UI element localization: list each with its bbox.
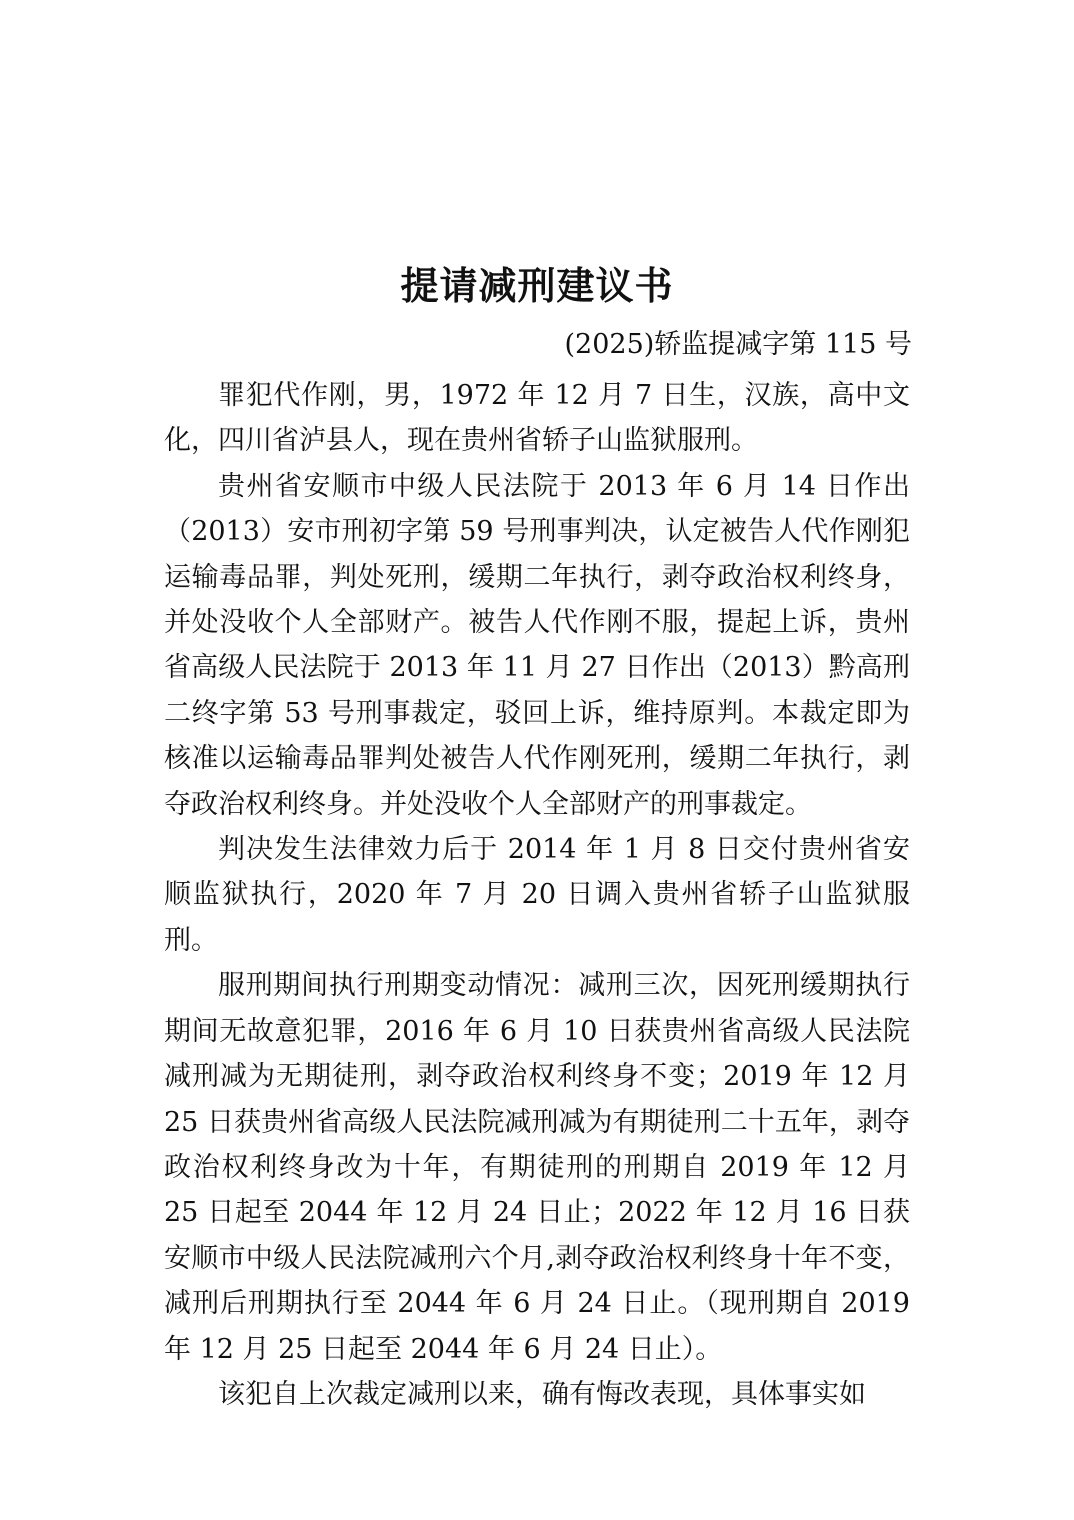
paragraph-reform-performance: 该犯自上次裁定减刑以来，确有悔改表现，具体事实如 — [218, 1378, 866, 1410]
paragraph-criminal-info: 罪犯代作刚，男，1972 年 12 月 7 日生，汉族，高中文化，四川省泸县人，现在贵州省轿子山监狱服刑。 — [164, 380, 910, 457]
document-body — [164, 373, 910, 1417]
paragraph-judgment-history: 贵州省安顺市中级人民法院于 2013 年 6 月 14 日作出（2013）安市刑初字第 59 号刑事判决，认定被告人代作刚犯运输毒品罪，判处死刑，缓期二年执行，剥夺政治权利终身，并处没收个人全部财产。被告人代作刚不服，提起上诉，贵州省高级人民法院于 2013 年 11 月 27 日作出（2013）黔高刑二终字第 53 号刑事裁定，驳回上诉，维持原判。本裁定即为核准以运输毒品罪判处被告人代作刚死刑，缓期二年执行，剥夺政治权利终身。并处没收个人全部财产的刑事裁定。 — [164, 470, 910, 820]
document-title: 提请减刑建议书 — [400, 263, 674, 308]
paragraph-execution-transfer: 判决发生法律效力后于 2014 年 1 月 8 日交付贵州省安顺监狱执行，2020 年 7 月 20 日调入贵州省轿子山监狱服刑。 — [164, 834, 910, 956]
document-number: (2025)轿监提减字第 115 号 — [564, 329, 912, 360]
paragraph-sentence-changes: 服刑期间执行刑期变动情况：减刑三次，因死刑缓期执行期间无故意犯罪，2016 年 6 月 10 日获贵州省高级人民法院减刑减为无期徒刑，剥夺政治权利终身不变；2019 年 12 月 25 日获贵州省高级人民法院减刑减为有期徒刑二十五年，剥夺政治权利终身改为十年，有期徒刑的刑期自 2019 年 12 月 25 日起至 2044 年 12 月 24 日止；2022 年 12 月 16 日获安顺市中级人民法院减刑六个月,剥夺政治权利终身十年不变，减刑后刑期执行至 2044 年 6 月 24 日止。（现刑期自 2019 年 12 月 25 日起至 2044 年 6 月 24 日止）。 — [164, 970, 910, 1365]
